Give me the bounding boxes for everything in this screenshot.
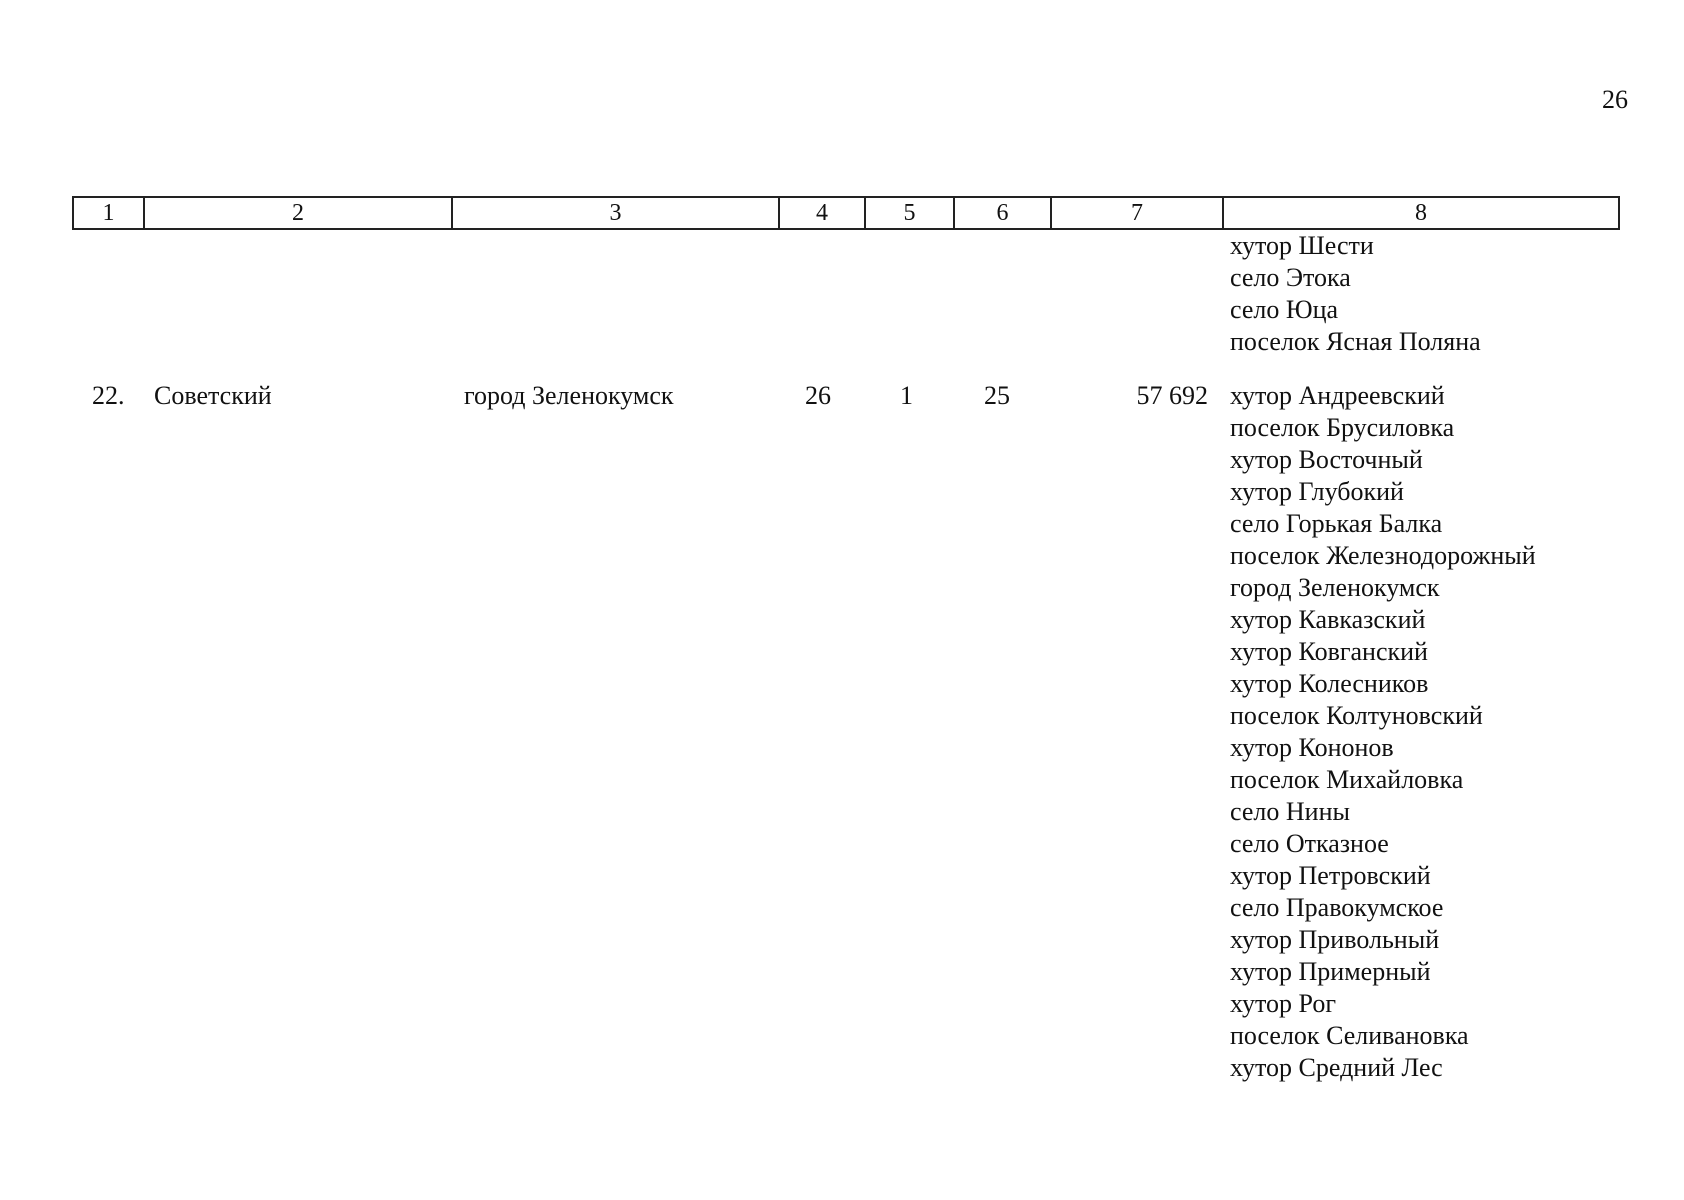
list-item: поселок Селивановка (1230, 1021, 1469, 1050)
district-name: Советский (154, 381, 272, 410)
list-item: село Горькая Балка (1230, 509, 1443, 538)
header-cell-8: 8 (1415, 200, 1427, 226)
list-item: поселок Брусиловка (1230, 413, 1455, 442)
page-number: 26 (1602, 85, 1628, 114)
column-5-value: 1 (900, 381, 913, 410)
header-cell-6: 6 (955, 198, 1052, 228)
list-item: город Зеленокумск (1230, 573, 1440, 602)
header-cell-2: 2 (145, 198, 453, 228)
settlements-list (1230, 380, 1536, 1084)
list-item: село Отказное (1230, 829, 1389, 858)
list-item: хутор Примерный (1230, 957, 1431, 986)
header-cell-7: 7 (1052, 198, 1224, 228)
header-cell-5: 5 (866, 198, 955, 228)
list-item: поселок Железнодорожный (1230, 541, 1536, 570)
list-item: хутор Средний Лес (1230, 1053, 1443, 1082)
table-header-row (72, 196, 1620, 230)
list-item: поселок Михайловка (1230, 765, 1464, 794)
settlements-cell (1230, 380, 1536, 1084)
header-cell-4: 4 (780, 198, 866, 228)
population-value: 57 692 (1136, 381, 1208, 410)
administrative-center: город Зеленокумск (464, 381, 674, 410)
column-4-value: 26 (805, 381, 831, 410)
list-item: хутор Ковганский (1230, 637, 1428, 666)
list-item: хутор Рог (1230, 989, 1337, 1018)
list-item: хутор Колесников (1230, 669, 1429, 698)
list-item: село Юца (1230, 295, 1339, 324)
header-cell-3: 3 (453, 198, 780, 228)
list-item: поселок Колтуновский (1230, 701, 1483, 730)
column-6-value: 25 (984, 381, 1010, 410)
list-item: хутор Шести (1230, 231, 1374, 260)
list-item: хутор Андреевский (1230, 381, 1445, 410)
row-number: 22. (92, 381, 125, 410)
list-item: хутор Восточный (1230, 445, 1423, 474)
list-item: хутор Петровский (1230, 861, 1431, 890)
list-item: село Этока (1230, 263, 1351, 292)
list-item: поселок Ясная Поляна (1230, 327, 1481, 356)
list-item: село Правокумское (1230, 893, 1444, 922)
header-cell-1: 1 (74, 198, 145, 228)
list-item: хутор Глубокий (1230, 477, 1404, 506)
continued-settlements-list (1230, 230, 1481, 358)
list-item: хутор Кавказский (1230, 605, 1426, 634)
list-item: хутор Привольный (1230, 925, 1440, 954)
list-item: село Нины (1230, 797, 1350, 826)
list-item: хутор Кононов (1230, 733, 1394, 762)
